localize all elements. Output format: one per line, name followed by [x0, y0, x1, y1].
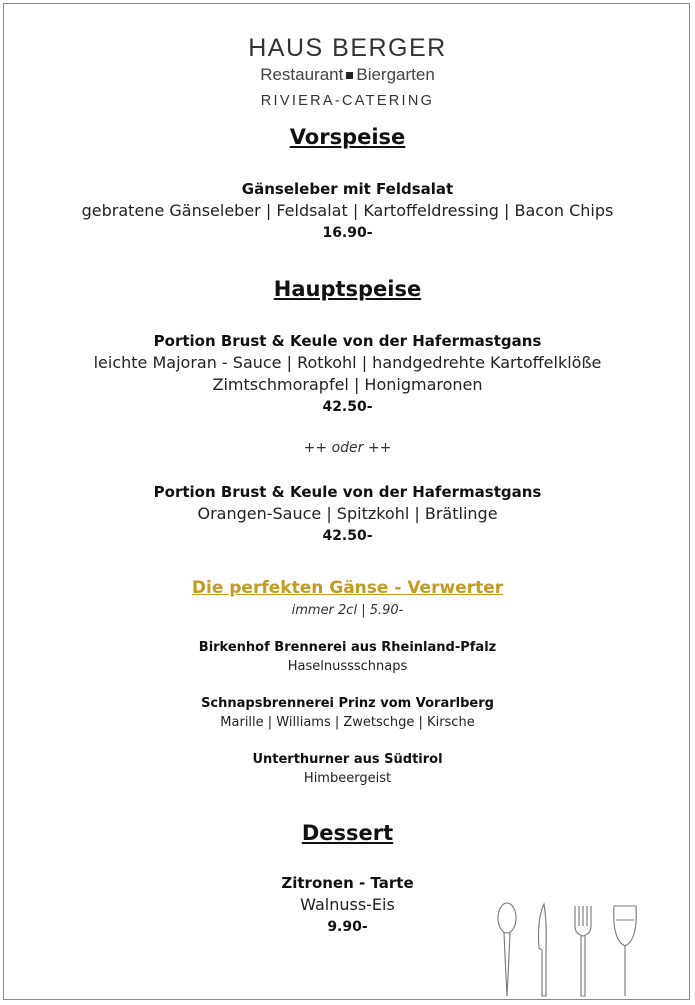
fork-tines: [579, 906, 587, 926]
heading-vorspeise: Vorspeise: [289, 125, 406, 149]
cutlery-icon: [492, 898, 642, 998]
producer-name: Unterthurner aus Südtirol: [252, 752, 443, 767]
producer-description: Haselnussschnaps: [287, 659, 408, 674]
dish-description: Walnuss-Eis: [300, 895, 395, 914]
heading-verwerter: Die perfekten Gänse - Verwerter: [191, 578, 504, 598]
heading-hauptspeise: Hauptspeise: [273, 277, 422, 301]
producer-name: Birkenhof Brennerei aus Rheinland-Pfalz: [198, 640, 497, 655]
producer-description: Marille | Williams | Zwetschge | Kirsche: [220, 715, 475, 730]
logo-catering: RIVIERA-CATERING: [260, 93, 435, 109]
square-separator-icon: [346, 72, 353, 79]
hauptspeise-option-1: [0, 330, 695, 418]
dish-title: Portion Brust & Keule von der Hafermastgans: [153, 332, 542, 350]
dish-title: Portion Brust & Keule von der Hafermastgans: [153, 483, 542, 501]
logo-name: HAUS BERGER: [248, 34, 447, 62]
verwerter-note: immer 2cl | 5.90-: [291, 603, 404, 618]
logo: [0, 34, 695, 110]
spoon-handle: [504, 932, 510, 996]
list-item: [0, 750, 695, 788]
dish-price: 16.90-: [322, 225, 373, 241]
knife-icon: [539, 904, 547, 996]
oder-separator: ++ oder ++: [303, 440, 392, 456]
dish-description: leichte Majoran - Sauce | Rotkohl | handgedrehte Kartoffelklöße: [93, 353, 602, 372]
logo-subtitle: [0, 63, 695, 87]
wine-glass-icon: [614, 906, 637, 946]
vorspeise-item: [0, 178, 695, 244]
dish-description-2: Zimtschmorapfel | Honigmaronen: [212, 375, 483, 394]
dish-price: 42.50-: [322, 399, 373, 415]
producer-name: Schnapsbrennerei Prinz vom Vorarlberg: [201, 696, 494, 711]
list-item: [0, 638, 695, 676]
dish-description: gebratene Gänseleber | Feldsalat | Kartoffeldressing | Bacon Chips: [81, 201, 614, 220]
dish-price: 42.50-: [322, 528, 373, 544]
dish-description: Orangen-Sauce | Spitzkohl | Brätlinge: [197, 504, 498, 523]
logo-sub-biergarten: Biergarten: [356, 65, 435, 84]
heading-dessert: Dessert: [301, 821, 394, 845]
hauptspeise-option-2: [0, 481, 695, 547]
logo-sub-restaurant: Restaurant: [260, 65, 344, 84]
list-item: [0, 694, 695, 732]
dish-title: Zitronen - Tarte: [281, 874, 414, 892]
dish-price: 9.90-: [327, 919, 368, 935]
producer-description: Himbeergeist: [303, 771, 392, 786]
fork-handle: [581, 936, 585, 996]
spoon-icon: [498, 903, 516, 933]
dish-title: Gänseleber mit Feldsalat: [241, 180, 454, 198]
